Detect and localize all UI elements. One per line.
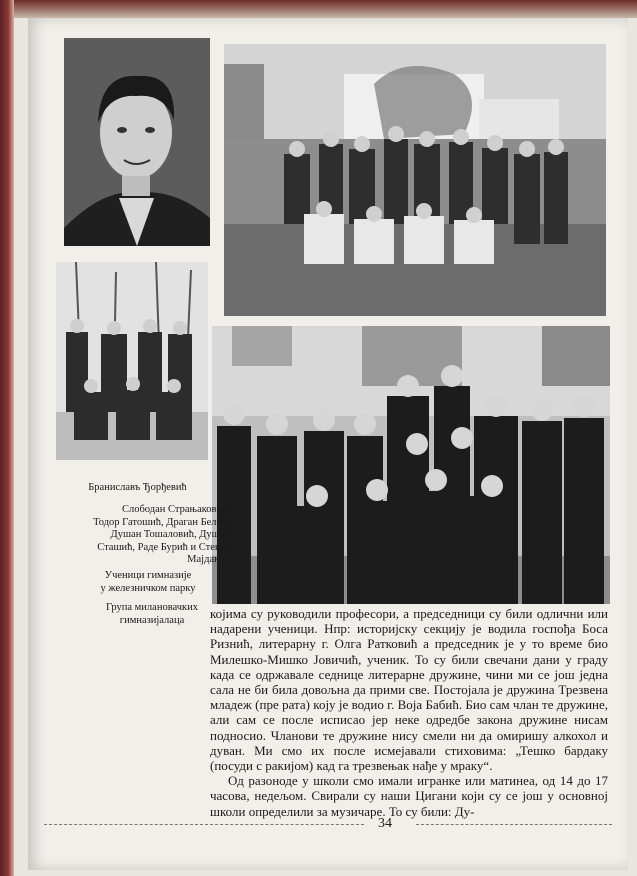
book-page [28, 18, 628, 870]
footer-rule-left [44, 824, 364, 825]
page-top-edge [14, 0, 637, 18]
caption-group-names: Слободан Страњаковић, Тодор Гатошић, Драган Белић, Душан Тошаловић, Душан Сташић, Раде Бурић и Стеван Мајданац [93, 504, 230, 565]
paragraph-2: Од разоноде у школи смо имали игранке или матинеа, од 14 до 17 часова, недељом. Свирали су наши Цигани који су се још у основној школи определили за музичаре. То су били: Ду- [210, 773, 608, 819]
boys-group-photo [56, 262, 208, 460]
footer-rule-right [416, 824, 612, 825]
portrait-photo [64, 38, 210, 246]
park-group-photo [224, 44, 606, 316]
book-spine [0, 0, 14, 876]
body-text [210, 606, 608, 819]
caption-park: Ученици гимназије у железничком парку [100, 570, 196, 594]
girls-group-photo [212, 326, 610, 604]
paragraph-1: којима су руководили професори, а председници су били одлични или надарени ученици. Нпр: историјску секцију је водила госпођа Боса Ризнић, литерарну г. Олга Ратковић а председник је у то време био Милешко-Мишко Јовичић, ученик. То су били свечани дани у граду када се одржавале седнице литерарне дружине, чини ми се још једна сала не би била довољна да прими све. Постојала је дружина Трезвена младеж (пре рата) коју је водио г. Воја Бабић. Био сам члан те дружине, али сам се после исписао јер неке одредбе закона дружине нисам подносио. Чланови те дружине нису смели ни да омиришу алкохол и дуван. Ми смо их после исмејавали стиховима: „Тешко бардаку (посуди с ракијом) кад га трезвењак нађе у мраку“. [210, 606, 608, 774]
page-number: 34 [378, 816, 392, 831]
caption-portrait: Браниславъ Ђорђевић [88, 482, 187, 493]
caption-group-girls: Група милановачких гимназијалаца [105, 602, 199, 626]
